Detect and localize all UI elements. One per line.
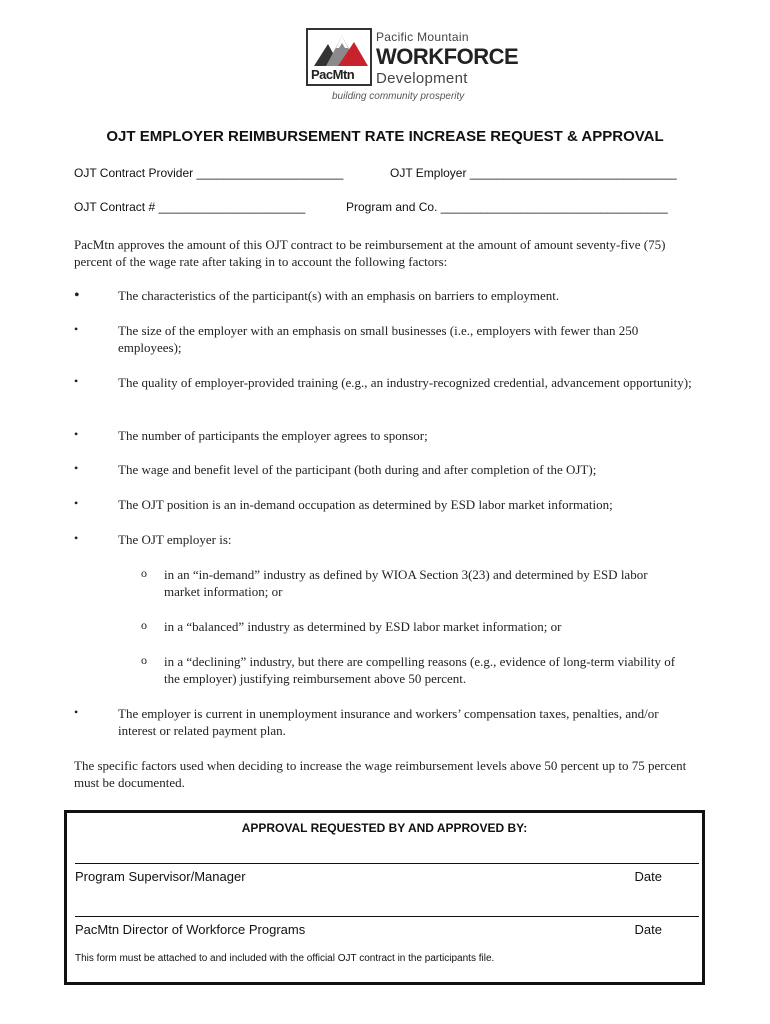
director-label: PacMtn Director of Workforce Programs xyxy=(75,922,306,937)
bullet-item-5: The wage and benefit level of the participant (both during and after completion of the OJT); xyxy=(118,462,597,477)
contract-number-field[interactable]: OJT Contract # ______________________ xyxy=(74,200,306,214)
bullet-marker: • xyxy=(74,496,79,510)
bullet-marker: • xyxy=(74,705,79,719)
supervisor-signature-line[interactable] xyxy=(75,863,699,864)
bullet-marker: • xyxy=(74,374,79,388)
bullet-item-6: The OJT position is an in-demand occupation as determined by ESD labor market information; xyxy=(118,497,613,512)
logo-abbreviation: PacMtn xyxy=(311,67,355,82)
bullet-marker: • xyxy=(74,287,80,304)
sub-bullet-item-2: in a “balanced” industry as determined by ESD labor market information; or xyxy=(164,619,562,634)
mountain-icon xyxy=(312,34,368,68)
pacmtn-logo xyxy=(306,28,519,106)
bullet-marker: • xyxy=(74,461,79,475)
bullet-item-4: The number of participants the employer agrees to sponsor; xyxy=(118,428,428,443)
sub-bullet-item-1: in an “in-demand” industry as defined by WIOA Section 3(23) and determined by ESD labor market information; or xyxy=(164,567,648,599)
bullet-item-3: The quality of employer-provided training (e.g., an industry-recognized credential, advancement opportunity); xyxy=(118,375,692,390)
bullet-item-7: The OJT employer is: xyxy=(118,532,232,547)
bullet-marker: • xyxy=(74,322,79,336)
employer-field[interactable]: OJT Employer _______________________________ xyxy=(390,166,677,180)
program-field[interactable]: Program and Co. __________________________________ xyxy=(346,200,668,214)
logo-line-3: Development xyxy=(376,70,468,87)
logo-mark xyxy=(306,28,372,86)
attachment-note: This form must be attached to and included with the official OJT contract in the participants file. xyxy=(75,953,495,964)
supervisor-label: Program Supervisor/Manager xyxy=(75,869,246,884)
page-title: OJT EMPLOYER REIMBURSEMENT RATE INCREASE REQUEST & APPROVAL xyxy=(106,128,664,145)
intro-paragraph: PacMtn approves the amount of this OJT contract to be reimbursement at the amount of amount seventy-five (75) percent of the wage rate after taking in to account the following factors: xyxy=(74,237,666,269)
director-date-label: Date xyxy=(634,922,662,937)
supervisor-date-label: Date xyxy=(634,869,662,884)
logo-line-2: WORKFORCE xyxy=(376,44,519,69)
logo-line-1: Pacific Mountain xyxy=(376,30,469,44)
bullet-marker: • xyxy=(74,531,79,545)
closing-paragraph: The specific factors used when deciding to increase the wage reimbursement levels above 50 percent up to 75 percent must be documented. xyxy=(74,758,687,790)
bullet-item-8: The employer is current in unemployment insurance and workers’ compensation taxes, penalties, and/or interest or related payment plan. xyxy=(118,706,659,738)
sub-bullet-marker: o xyxy=(141,653,147,667)
bullet-item-2: The size of the employer with an emphasis on small businesses (i.e., employers with fewer than 250 employees); xyxy=(118,323,639,355)
director-signature-line[interactable] xyxy=(75,916,699,917)
bullet-item-1: The characteristics of the participant(s) with an emphasis on barriers to employment. xyxy=(118,288,560,303)
sub-bullet-item-3: in a “declining” industry, but there are compelling reasons (e.g., evidence of long-term viability of the employer) justifying reimbursement above 50 percent. xyxy=(164,654,676,686)
sub-bullet-marker: o xyxy=(141,618,147,632)
bullet-marker: • xyxy=(74,427,79,441)
sub-bullet-marker: o xyxy=(141,566,147,580)
approval-heading: APPROVAL REQUESTED BY AND APPROVED BY: xyxy=(241,821,528,835)
logo-tagline: building community prosperity xyxy=(332,91,465,102)
approval-section xyxy=(64,810,705,985)
contract-provider-field[interactable]: OJT Contract Provider ______________________ xyxy=(74,166,344,180)
